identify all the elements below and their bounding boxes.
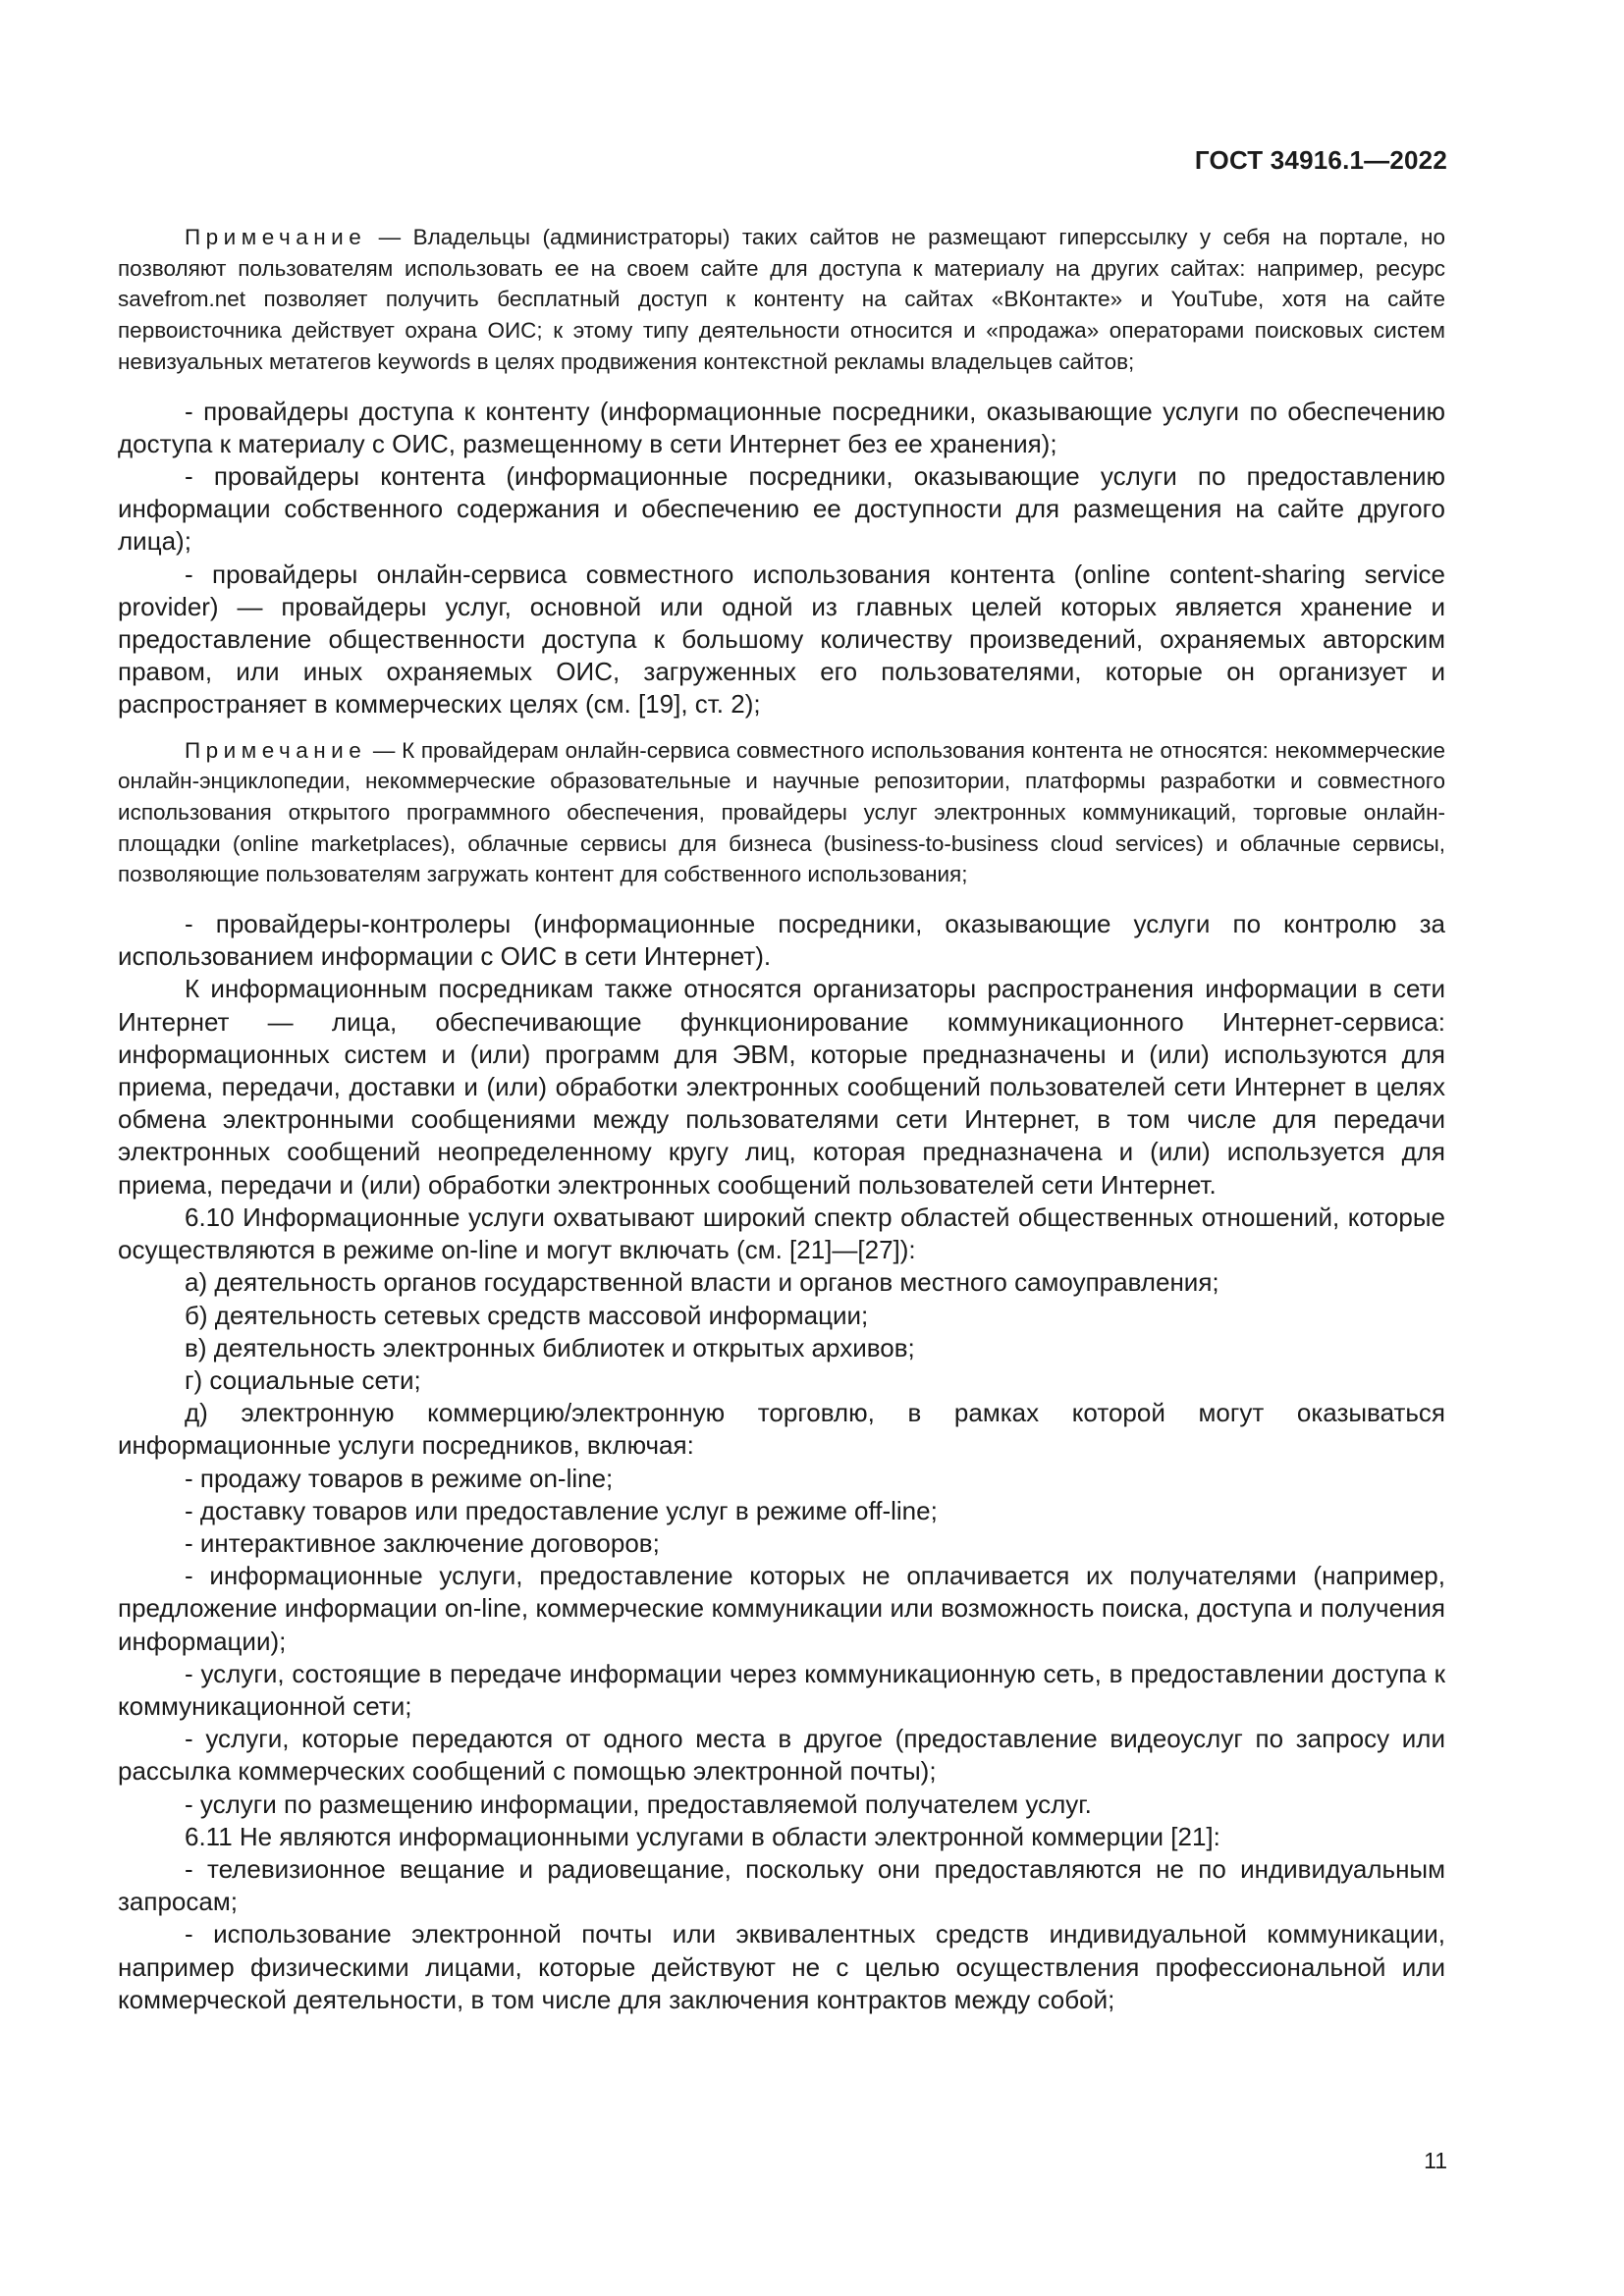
note-paragraph-1: [118, 222, 1445, 378]
list-item-d: д) электронную коммерцию/электронную торговлю, в рамках которой могут оказываться информационные услуги посредников, включая:: [118, 1398, 1445, 1461]
note-paragraph-2: [118, 735, 1445, 891]
list-item-sales: - продажу товаров в режиме on-line;: [185, 1463, 614, 1493]
list-item-transmission-services: - услуги, состоящие в передаче информации через коммуникационную сеть, в предоставлении доступа к коммуникационной сети;: [118, 1658, 1445, 1721]
list-item-free-info-services: - информационные услуги, предоставление которых не оплачивается их получателями (например, предложение информации on-line, коммерческие коммуникации или возможность поиска, доступа и получения информации);: [118, 1561, 1445, 1656]
list-item-email-use: - использование электронной почты или эквивалентных средств индивидуальной коммуникации, например физическими лицами, которые действуют не с целью осуществления профессиональной или коммерческой деятельности, в том числе для заключения контрактов между собой;: [118, 1919, 1445, 2014]
paragraph-6-10: 6.10 Информационные услуги охватывают широкий спектр областей общественных отношений, которые осуществляются в режиме on-line и могут включать (см. [21]—[27]):: [118, 1201, 1445, 1265]
document-code-header: ГОСТ 34916.1—2022: [1194, 145, 1447, 175]
list-item-access-providers: - провайдеры доступа к контенту (информационные посредники, оказывающие услуги по обеспечению доступа к материалу с ОИС, размещенному в сети Интернет без ее хранения);: [118, 396, 1445, 458]
list-item-a: а) деятельность органов государственной власти и органов местного самоуправления;: [185, 1267, 1219, 1298]
note-text: — К провайдерам онлайн-сервиса совместного использования контента не относятся: некоммерческие онлайн-энциклопедии, некоммерческие образовательные и научные репозитории, платформы разработки и совместного использования открытого программного обеспечения, провайдеры услуг электронных коммуникаций, торговые онлайн-площадки (online marketplaces), облачные сервисы для бизнеса (business-to-business cloud services) и облачные сервисы, позволяющие пользователям загружать контент для собственного использования;: [118, 737, 1445, 887]
list-item-contracts: - интерактивное заключение договоров;: [185, 1527, 660, 1558]
list-item-broadcasting: - телевизионное вещание и радиовещание, поскольку они предоставляются не по индивидуальным запросам;: [118, 1853, 1445, 1917]
paragraph-information-intermediaries: К информационным посредникам также относятся организаторы распространения информации в сети Интернет — лица, обеспечивающие функционирование коммуникационного Интернет-сервиса: информационных систем и (или) программ для ЭВМ, которые предназначены и (или) используются для приема, передачи, доставки и (или) обработки электронных сообщений пользователей сети Интернет в целях обмена электронными сообщениями между пользователями сети Интернет, в том числе для передачи электронных сообщений неопределенному кругу лиц, которая предназначена и (или) используется для приема, передачи и (или) обработки электронных сообщений пользователей сети Интернет.: [118, 974, 1445, 1200]
list-item-sharing-service-providers: - провайдеры онлайн-сервиса совместного использования контента (online content-sharing service provider) — провайдеры услуг, основной или одной из главных целей которых является хранение и предоставление общественности доступа к большому количеству произведений, охраняемых авторским правом, или иных охраняемых ОИС, загруженных его пользователями, которые он организует и распространяет в коммерческих целях (см. [19], ст. 2);: [118, 559, 1445, 720]
list-item-content-providers: - провайдеры контента (информационные посредники, оказывающие услуги по предоставлению информации собственного содержания и обеспечению ее доступности для размещения на сайте другого лица);: [118, 460, 1445, 557]
list-item-delivery: - доставку товаров или предоставление услуг в режиме off-line;: [185, 1495, 938, 1525]
list-item-controller-providers: - провайдеры-контролеры (информационные посредники, оказывающие услуги по контролю за использованием информации с ОИС в сети Интернет).: [118, 909, 1445, 972]
page-body: [118, 222, 1445, 2016]
list-item-hosting-services: - услуги по размещению информации, предоставляемой получателем услуг.: [185, 1789, 1092, 1819]
list-item-transfer-services: - услуги, которые передаются от одного места в другое (предоставление видеоуслуг по запросу или рассылка коммерческих сообщений с помощью электронной почты);: [118, 1724, 1445, 1787]
list-item-g: г) социальные сети;: [185, 1364, 421, 1395]
note-text: — Владельцы (администраторы) таких сайтов не размещают гиперссылку у себя на портале, но позволяют пользователям использовать ее на своем сайте для доступа к материалу на других сайтах: например, ресурс savefrom.net позволяет получить бесплатный доступ к контенту на сайтах «ВКонтакте» и YouTube, хотя на сайте первоисточника действует охрана ОИС; к этому типу деятельности относится и «продажа» операторами поисковых систем невизуальных метатегов keywords в целях продвижения контекстной рекламы владельцев сайтов;: [118, 225, 1445, 374]
note-label: Примечание: [185, 737, 367, 763]
list-item-b: б) деятельность сетевых средств массовой информации;: [185, 1300, 869, 1330]
page-number: 11: [1424, 2148, 1447, 2173]
list-item-v: в) деятельность электронных библиотек и открытых архивов;: [185, 1332, 915, 1362]
note-label: Примечание: [185, 225, 367, 249]
paragraph-6-11: 6.11 Не являются информационными услугами в области электронной коммерции [21]:: [185, 1821, 1220, 1851]
